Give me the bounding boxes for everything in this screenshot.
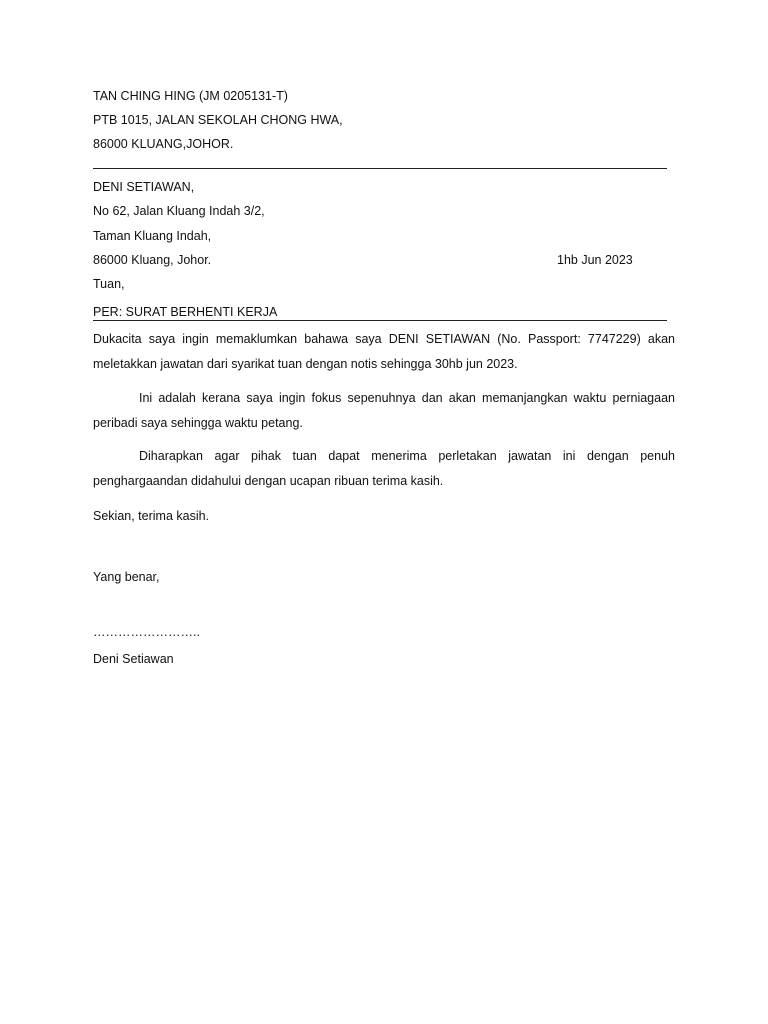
recipient-area: Taman Kluang Indah,	[93, 229, 212, 243]
subject-line: PER: SURAT BERHENTI KERJA	[93, 305, 278, 319]
body-paragraph: Dukacita saya ingin memaklumkan bahawa saya DENI SETIAWAN (No. Passport: 7747229) akan meletakkan jawatan dari syarikat tuan dengan notis sehingga 30hb jun 2023.	[93, 332, 675, 371]
sender-city: 86000 KLUANG,JOHOR.	[93, 137, 234, 151]
signature-line: ……………………..	[93, 625, 200, 639]
sign-off: Yang benar,	[93, 570, 160, 584]
header-divider	[93, 168, 667, 169]
recipient-name: DENI SETIAWAN,	[93, 180, 195, 194]
recipient-city: 86000 Kluang, Johor.	[93, 253, 212, 267]
letter-date: 1hb Jun 2023	[557, 253, 633, 267]
body-paragraph: Diharapkan agar pihak tuan dapat menerima perletakan jawatan ini dengan penuh penghargaandan didahului dengan ucapan ribuan terima kasih.	[93, 449, 675, 488]
salutation: Tuan,	[93, 277, 125, 291]
body-paragraph: Ini adalah kerana saya ingin fokus sepenuhnya dan akan memanjangkan waktu perniagaan peribadi saya sehingga waktu petang.	[93, 391, 675, 430]
subject-underline	[93, 320, 667, 321]
sender-address-line: PTB 1015, JALAN SEKOLAH CHONG HWA,	[93, 113, 343, 127]
closing-line: Sekian, terima kasih.	[93, 509, 210, 523]
sender-name: TAN CHING HING (JM 0205131-T)	[93, 89, 288, 103]
recipient-address-line: No 62, Jalan Kluang Indah 3/2,	[93, 204, 265, 218]
signer-name: Deni Setiawan	[93, 652, 174, 666]
